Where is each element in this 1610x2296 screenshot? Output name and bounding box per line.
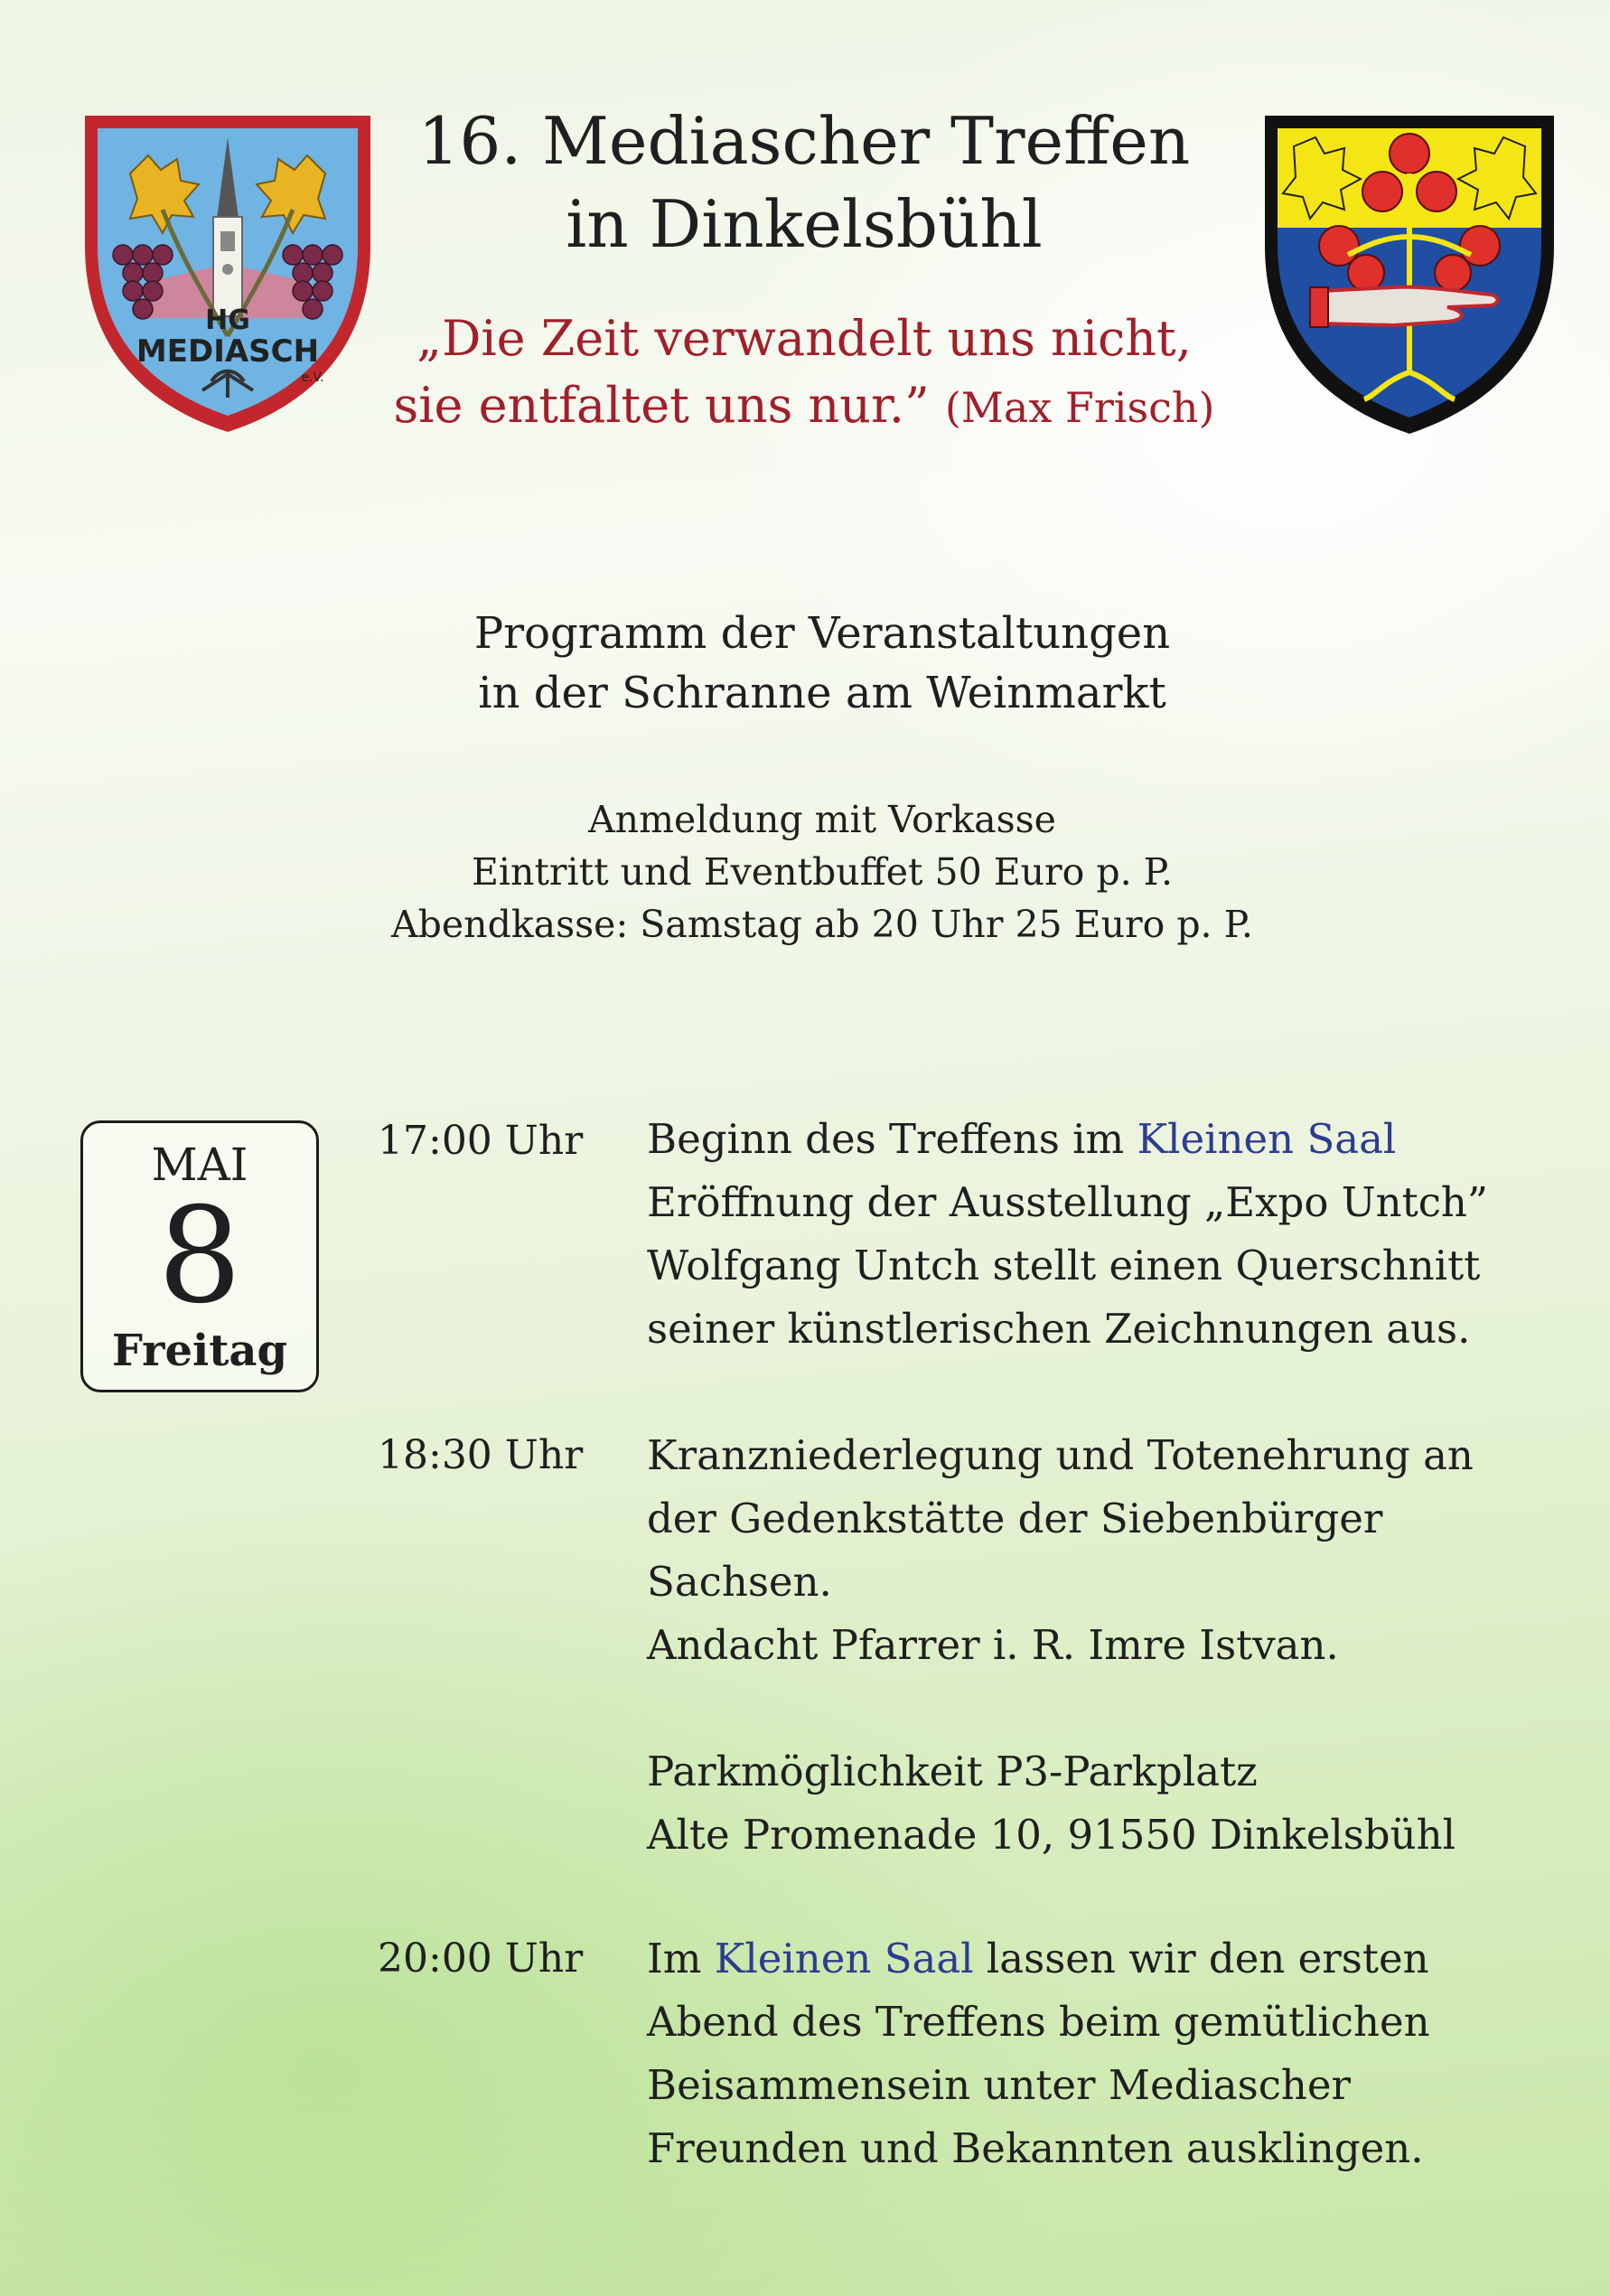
event-2-description <box>647 1424 1587 1867</box>
event-1-description <box>647 1108 1587 1361</box>
admission-line-3: Abendkasse: Samstag ab 20 Uhr 25 Euro p. P. <box>391 903 1253 946</box>
title-line-2: in Dinkelsbühl <box>566 186 1043 262</box>
spacer <box>647 1677 1587 1740</box>
crest-ev-text: e.V. <box>301 370 324 385</box>
kleiner-saal-link: Kleinen Saal <box>1137 1115 1397 1163</box>
event-2-line-6: Alte Promenade 10, 91550 Dinkelsbühl <box>647 1811 1456 1859</box>
event-3-description <box>647 1927 1587 2180</box>
event-1-line-4: seiner künstlerischen Zeichnungen aus. <box>647 1305 1471 1353</box>
event-3-line-3: Beisammensein unter Mediascher <box>647 2061 1352 2109</box>
date-month: MAI <box>151 1139 248 1191</box>
event-1-line-1-text: Beginn des Treffens im <box>647 1115 1137 1163</box>
event-2-line-1: Kranzniederlegung und Totenehrung an <box>647 1431 1474 1479</box>
event-2-time: 18:30 Uhr <box>378 1432 584 1478</box>
admission-line-2: Eintritt und Eventbuffet 50 Euro p. P. <box>472 850 1173 894</box>
event-1-line-2: Eröffnung der Ausstellung „Expo Untch” <box>647 1178 1488 1226</box>
admission-line-1: Anmeldung mit Vorkasse <box>588 798 1056 841</box>
event-2-line-5: Parkmöglichkeit P3-Parkplatz <box>647 1748 1258 1795</box>
event-1-line-3: Wolfgang Untch stellt einen Querschnitt <box>647 1242 1481 1289</box>
event-1-line-1 <box>647 1108 1587 1171</box>
mediasch-coat-of-arms <box>1258 110 1561 437</box>
event-2-line-3: Sachsen. <box>647 1558 832 1606</box>
event-3-line-1 <box>647 1927 1587 1991</box>
event-2-line-4: Andacht Pfarrer i. R. Imre Istvan. <box>647 1621 1339 1669</box>
event-3-line-4: Freunden und Bekannten ausklingen. <box>647 2124 1424 2172</box>
crest-hg-text: HG <box>205 305 250 336</box>
program-line-2: in der Schranne am Weinmarkt <box>478 668 1166 718</box>
event-2-line-2: der Gedenkstätte der Siebenbürger <box>647 1495 1383 1542</box>
date-day: 8 <box>157 1179 242 1333</box>
admission-info <box>271 793 1373 951</box>
quote-line-1: „Die Zeit verwandelt uns nicht, <box>417 310 1192 367</box>
event-3-time: 20:00 Uhr <box>378 1935 584 1982</box>
event-3-line-2: Abend des Treffens beim gemütlichen <box>647 1998 1430 2046</box>
date-box <box>80 1120 319 1392</box>
page-title <box>388 99 1220 266</box>
kleiner-saal-link: Kleinen Saal <box>714 1935 974 1982</box>
title-line-1: 16. Mediascher Treffen <box>417 103 1191 179</box>
hg-mediasch-crest-icon <box>76 110 379 437</box>
event-3-line-1-post: lassen wir den ersten <box>973 1935 1429 1982</box>
mediasch-city-coat-of-arms-icon <box>1258 110 1561 437</box>
quote-line-2-wrap <box>352 372 1256 441</box>
quote-line-2: sie entfaltet uns nur.” <box>393 377 930 434</box>
program-line-1: Programm der Veranstaltungen <box>473 608 1171 659</box>
crest-mediasch-text: MEDIASCH <box>136 333 320 370</box>
hg-mediasch-crest <box>76 110 379 437</box>
program-heading <box>325 604 1319 723</box>
event-3-line-1-pre: Im <box>647 1935 715 1982</box>
quote <box>352 305 1256 441</box>
quote-author: (Max Frisch) <box>944 383 1215 432</box>
date-weekday: Freitag <box>111 1326 288 1376</box>
event-1-time: 17:00 Uhr <box>378 1118 584 1164</box>
